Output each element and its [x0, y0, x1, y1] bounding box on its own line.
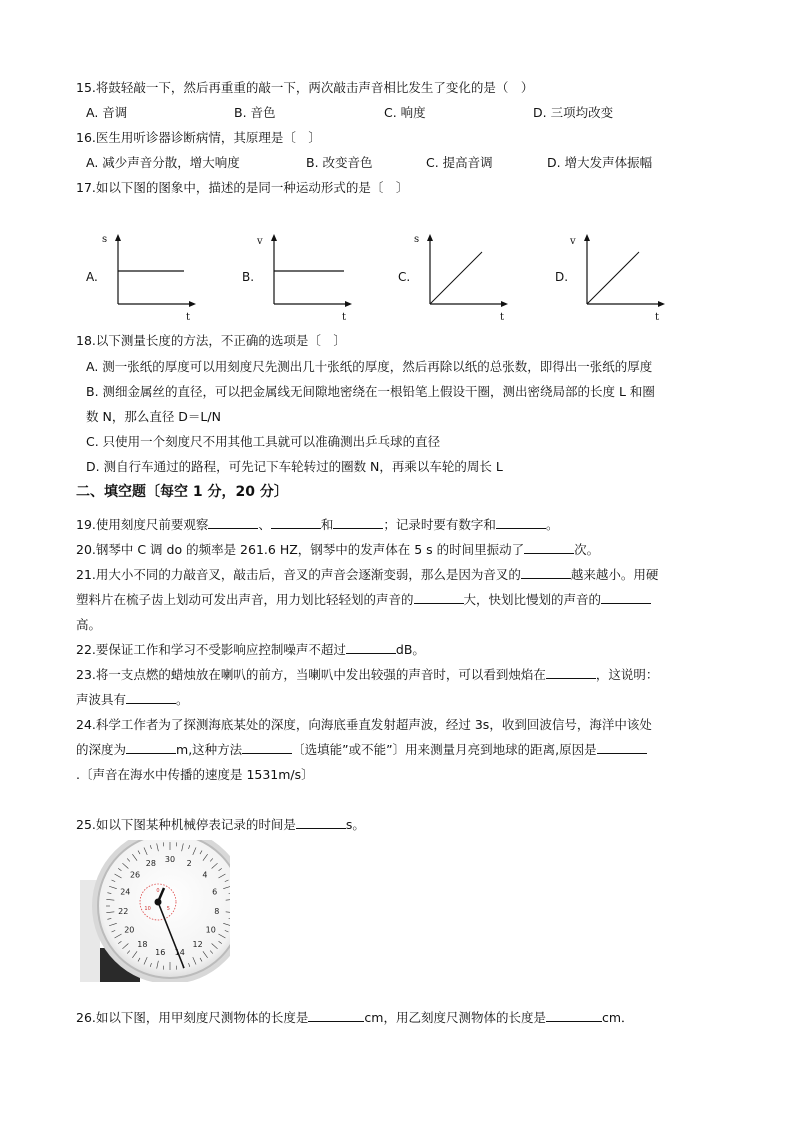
q16-option-a: A. 减少声音分散，增大响度 — [86, 155, 240, 170]
q16-option-d: D. 增大发声体振幅 — [547, 155, 653, 170]
q21-blank-2[interactable] — [414, 591, 464, 604]
q17-stem: 17.如以下图的图象中，描述的是同一种运动形式的是〔 〕 — [76, 180, 409, 195]
graph-c-y-axis: s — [414, 234, 420, 245]
q15-stem: 15.将鼓轻敲一下，然后再重重的敲一下，两次敲击声音相比发生了变化的是（ ） — [76, 80, 534, 95]
q19-blank-3[interactable] — [333, 516, 383, 529]
q24-line1: 24.科学工作者为了探测海底某处的深度，向海底垂直发射超声波，经过 3s，收到回波信号，海洋中该处 — [76, 717, 652, 732]
q24-blank-1[interactable] — [126, 741, 176, 754]
q18-option-a: A. 测一张纸的厚度可以用刻度尺先测出几十张纸的厚度，然后再除以纸的总张数，即得出一张纸的厚度 — [86, 359, 653, 374]
q24-blank-3[interactable] — [597, 741, 647, 754]
dial-inner-label: 0 — [156, 888, 160, 894]
q23-blank-1[interactable] — [546, 666, 596, 679]
q22: 22.要保证工作和学习不受影响应控制噪声不超过 dB。 — [76, 642, 425, 657]
graph-a-y-axis: s — [102, 234, 108, 245]
q21-blank-3[interactable] — [601, 591, 651, 604]
graph-c-label: C. — [398, 270, 411, 284]
dial-outer-label: 22 — [118, 906, 129, 916]
dial-outer-label: 18 — [137, 940, 148, 950]
q23-line2: 声波具有 。 — [76, 692, 189, 707]
q21-blank-1[interactable] — [521, 566, 571, 579]
dial-outer-label: 10 — [205, 925, 216, 935]
graph-b-x-axis: t — [342, 312, 347, 322]
q24-line2: 的深度为 m,这种方法 〔选填能”或不能”〕用来测量月亮到地球的距离,原因是 — [76, 741, 647, 759]
section-heading: 二、填空题〔每空 1 分，20 分〕 — [76, 484, 288, 500]
q25-blank[interactable] — [296, 816, 346, 829]
q22-blank[interactable] — [346, 641, 396, 654]
dial-inner-label: 5 — [166, 906, 170, 912]
dial-inner-label: 10 — [144, 906, 151, 912]
q20: 20.钢琴中 C 调 do 的频率是 261.6 HZ，钢琴中的发声体在 5 s 的时间里振动了 次。 — [76, 542, 600, 557]
q16-option-c: C. 提高音调 — [426, 155, 493, 170]
q15-option-a: A. 音调 — [86, 105, 128, 120]
q15-option-b: B. 音色 — [234, 105, 276, 120]
q18-option-b-line2: 数 N，那么直径 D＝L/N — [86, 409, 221, 424]
graph-d — [567, 230, 667, 322]
q24-blank-2[interactable] — [242, 741, 292, 754]
q26-blank-1[interactable] — [308, 1009, 364, 1022]
q18-option-d: D. 测自行车通过的路程，可先记下车轮转过的圈数 N，再乘以车轮的周长 L — [86, 459, 503, 474]
graph-d-x-axis: t — [655, 312, 660, 322]
dial-outer-label: 26 — [129, 870, 141, 880]
graph-b — [254, 230, 354, 322]
q21-line1: 21.用大小不同的力敲音叉，敲击后，音叉的声音会逐渐变弱，那么是因为音叉的 越来越小。用硬 — [76, 567, 659, 582]
dial-outer-label: 28 — [145, 859, 156, 869]
dial-outer-label: 14 — [174, 947, 185, 957]
q25: 25.如以下图某种机械停表记录的时间是 s。 — [76, 817, 365, 832]
graph-a-label: A. — [86, 270, 98, 284]
q18-option-b-line1: B. 测细金属丝的直径，可以把金属线无间隙地密绕在一根铅笔上假设干圈，测出密绕局部的长度 L 和圈 — [86, 384, 655, 399]
graph-d-y-axis: v — [570, 236, 576, 247]
q21-line2: 塑料片在梳子齿上划动可发出声音，用力划比轻轻划的声音的 大，快划比慢划的声音的 — [76, 591, 651, 609]
q21-line3: 高。 — [76, 617, 102, 632]
q15-option-d: D. 三项均改变 — [533, 105, 614, 120]
dial-outer-label: 6 — [212, 887, 218, 897]
dial-outer-label: 12 — [192, 940, 203, 950]
graph-c-x-axis: t — [500, 312, 505, 322]
dial-outer-label: 20 — [124, 925, 135, 935]
q24-line3: .〔声音在海水中传播的速度是 1531m/s〕 — [76, 767, 314, 782]
q26: 26.如以下图，用甲刻度尺测物体的长度是 cm，用乙刻度尺测物体的长度是 cm． — [76, 1010, 634, 1025]
graph-d-label: D. — [555, 270, 569, 284]
graph-b-y-axis: v — [257, 236, 263, 247]
dial-outer-label: 16 — [155, 947, 166, 957]
q26-blank-2[interactable] — [546, 1009, 602, 1022]
dial-outer-label: 30 — [164, 855, 176, 864]
q18-option-c: C. 只使用一个刻度尺不用其他工具就可以准确测出乒乓球的直径 — [86, 434, 441, 449]
dial-outer-label: 24 — [120, 887, 131, 897]
q16-option-b: B. 改变音色 — [306, 155, 373, 170]
graph-a — [98, 230, 198, 322]
q23-blank-2[interactable] — [126, 691, 176, 704]
stopwatch-image — [80, 840, 230, 982]
q19: 19.使用刻度尺前要观察 、 和 ；记录时要有数字和 。 — [76, 517, 559, 532]
dial-outer-label: 4 — [202, 870, 208, 880]
graph-a-x-axis: t — [186, 312, 191, 322]
q16-stem: 16.医生用听诊器诊断病情，其原理是〔 〕 — [76, 130, 321, 145]
q19-blank-4[interactable] — [496, 516, 546, 529]
graph-c — [410, 230, 510, 322]
graph-c-line — [430, 252, 482, 304]
graph-d-line — [587, 252, 639, 304]
q19-blank-2[interactable] — [271, 516, 321, 529]
q23-line1: 23.将一支点燃的蜡烛放在喇叭的前方，当喇叭中发出较强的声音时，可以看到烛焰在 ，这说明： — [76, 667, 659, 682]
q18-stem: 18.以下测量长度的方法，不正确的选项是〔 〕 — [76, 333, 346, 348]
dial-outer-label: 8 — [214, 906, 220, 916]
graph-b-label: B. — [242, 270, 255, 284]
q15-option-c: C. 响度 — [384, 105, 426, 120]
q19-blank-1[interactable] — [208, 516, 258, 529]
dial-outer-label: 2 — [186, 859, 192, 869]
q20-blank[interactable] — [524, 541, 574, 554]
